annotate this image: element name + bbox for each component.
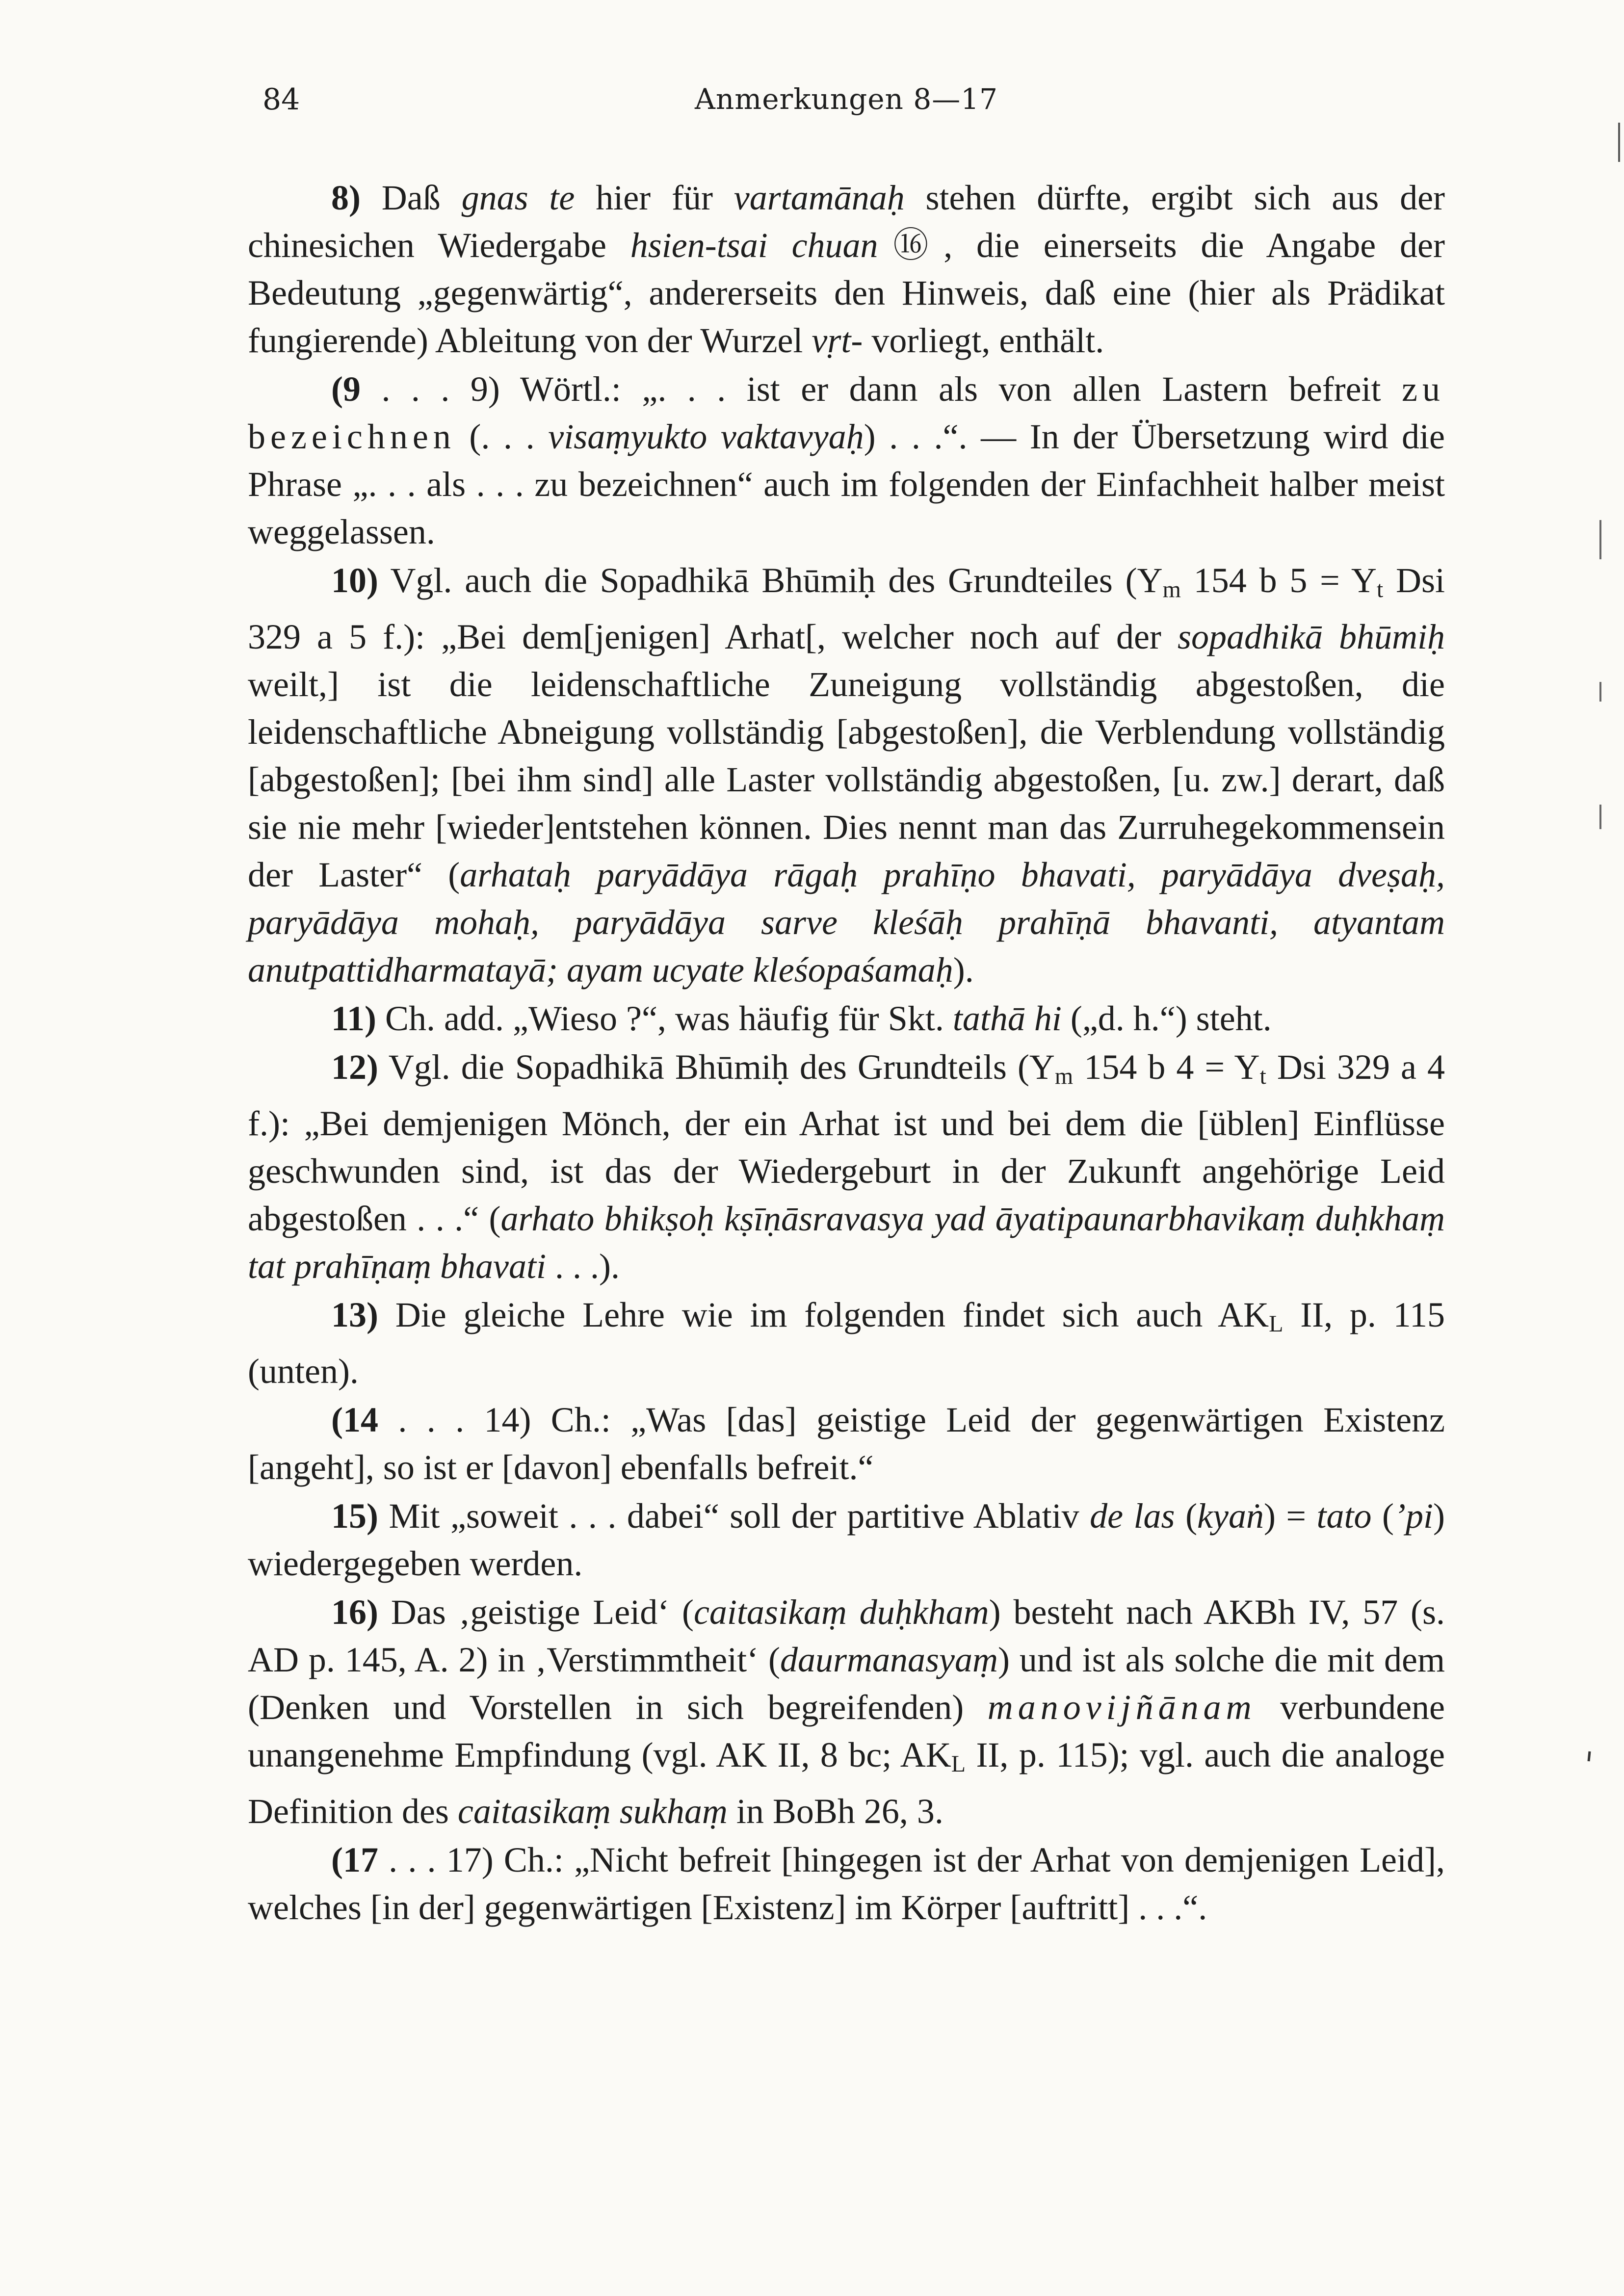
note-text: ( — [1175, 1496, 1198, 1536]
note-text: kyaṅ — [1197, 1496, 1264, 1536]
note-text: de las — [1090, 1496, 1175, 1536]
note-text: arhataḥ paryādāya rāgaḥ prahīṇo bhavati, paryādāya dveṣaḥ, paryādāya mohaḥ, paryādāya sarve kleśāḥ prahīṇā bhavanti, atyantam anutpattidharmatayā; ayam ucyate kleśopaśamaḥ — [248, 855, 1445, 990]
note-text: caitasikaṃ duḥkham — [693, 1592, 989, 1632]
note-text: vorliegt, enthält. — [863, 321, 1104, 360]
note-text: vṛt- — [812, 321, 863, 360]
note-text: (. . . — [455, 417, 549, 456]
note-text: Ch. add. „Wieso ?“, was häufig für Skt. — [376, 999, 953, 1038]
note-number: 13) — [331, 1295, 378, 1334]
note-text: ) . . .“. — In der Übersetzung wird die Phrase „. . . als . . . zu bezeichnen“ auch im folgenden der Einfachheit halber meist weggelassen. — [248, 417, 1445, 551]
note-text: ) besteht nach AKBh IV, 57 (s. AD p. 145, A. 2) in ‚Verstimmtheit‘ ( — [248, 1592, 1445, 1679]
note-number: 12) — [331, 1047, 378, 1087]
note-text: ). — [953, 950, 974, 990]
note-text: Dsi 329 a 5 f.): „Bei dem[jenigen] Arhat[, welcher noch auf der — [248, 561, 1445, 656]
note-text: L — [951, 1751, 966, 1777]
note-text: Das ‚geistige Leid‘ ( — [378, 1592, 694, 1632]
note-text: verbundene unangenehme Empfindung (vgl. AK II, 8 bc; AK — [248, 1688, 1445, 1774]
note-text: hier für — [575, 178, 734, 217]
note-text: t — [1376, 576, 1384, 602]
note-text: . . . 9) Wörtl.: „. . . ist er dann als von allen Lastern befreit — [360, 369, 1402, 409]
note-text: ) = — [1263, 1496, 1317, 1536]
note-text: . . . 17) Ch.: „Nicht befreit [hingegen ist der Arhat von demjenigen Leid], welches [in der] gegenwärtigen [Existenz] im Körper [auftritt] . . .“. — [248, 1840, 1445, 1927]
note-text: gnas te — [461, 178, 575, 217]
note-text: daurmanasyaṃ — [780, 1640, 998, 1679]
note-text: tathā hi — [952, 999, 1062, 1038]
note-text: t — [1259, 1063, 1266, 1089]
note-text: tato — [1316, 1496, 1372, 1536]
note-text: weilt,] ist die leidenschaftliche Zuneigung vollständig abgestoßen, die leidenschaftliche Abneigung vollständig [abgestoßen], die Verblendung vollständig [abgestoßen]; [bei ihm sind] alle Laster vollständig abgestoßen, [u. zw.] derart, daß sie nie mehr [wieder]entstehen können. Dies nennt man das Zurruhegekommensein der Laster“ ( — [248, 665, 1445, 894]
page-number: 84 — [262, 82, 300, 117]
note-text: Mit „soweit . . . dabei“ soll der partitive Ablativ — [378, 1496, 1090, 1536]
note-text: in BoBh 26, 3. — [727, 1792, 943, 1831]
note-text: II, p. 115 (unten). — [248, 1295, 1445, 1391]
note-text: . . . 14) Ch.: „Was [das] geistige Leid der gegenwärtigen Existenz [angeht], so ist er [davon] ebenfalls befreit.“ — [248, 1400, 1445, 1487]
note-text: . . .). — [546, 1247, 620, 1286]
note-text: 154 b 4 = Y — [1073, 1047, 1260, 1087]
note-text: sopadhikā bhūmiḥ — [1177, 617, 1445, 656]
note-text: zu bezeichnen — [248, 369, 1445, 456]
note-number: (14 — [331, 1400, 378, 1439]
note-text: manovijñānam — [987, 1688, 1257, 1727]
note-text: Dsi 329 a 4 f.): „Bei demjenigen Mönch, der ein Arhat ist und bei dem die [üblen] Einflüsse geschwunden sind, ist das der Wiedergeburt in der Zukunft angehörige Leid abgestoßen . . .“ ( — [248, 1047, 1445, 1238]
note-number: (17 — [331, 1840, 378, 1879]
note-text: vartamānaḥ — [733, 178, 905, 217]
note-text: L — [1269, 1311, 1283, 1337]
note-number: (9 — [331, 369, 361, 409]
note-text: visaṃyukto vaktavyaḥ — [548, 417, 864, 456]
running-head: Anmerkungen 8—17 — [694, 82, 998, 116]
note-text: Vgl. die Sopadhikā Bhūmiḥ des Grundteils (Y — [378, 1047, 1055, 1087]
note-text: II, p. 115); vgl. auch die analoge Definition des — [248, 1735, 1445, 1831]
note-number: 8) — [331, 178, 361, 217]
note-text: ) und ist als solche die mit dem (Denken und Vorstellen in sich begreifenden) — [248, 1640, 1445, 1727]
note-text: ’pi — [1394, 1496, 1434, 1536]
note-text: arhato bhikṣoḥ kṣīṇāsravasya yad āyatipaunarbhavikaṃ duḥkhaṃ tat prahīṇaṃ bhavati — [248, 1199, 1445, 1286]
note-text: ⑯, die einerseits die Angabe der Bedeutung „gegenwärtig“, andererseits den Hinweis, daß eine (hier als Prädikat fungierende) Ableitung von der Wurzel — [248, 226, 1445, 360]
note-text: 154 b 5 = Y — [1181, 561, 1377, 600]
note-number: 10) — [331, 561, 378, 600]
note-text: („d. h.“) steht. — [1061, 999, 1272, 1038]
note-number: 16) — [331, 1592, 378, 1632]
margin-mark — [1589, 1751, 1590, 1761]
note-text: caitasikaṃ sukhaṃ — [457, 1792, 728, 1831]
note-number: 11) — [331, 999, 377, 1038]
note-text: ) wiedergegeben werden. — [248, 1496, 1445, 1583]
note-text: m — [1054, 1063, 1074, 1089]
note-number: 15) — [331, 1496, 378, 1536]
note-text: Daß — [360, 178, 462, 217]
note-text: ( — [1371, 1496, 1394, 1536]
note-text: m — [1162, 576, 1181, 602]
note-text: Die gleiche Lehre wie im folgenden findet sich auch AK — [378, 1295, 1269, 1334]
note-text: hsien-tsai chuan — [630, 226, 878, 265]
note-text: Vgl. auch die Sopadhikā Bhūmiḥ des Grundteiles (Y — [378, 561, 1163, 600]
note-text: stehen dürfte, ergibt sich aus der chinesichen Wiedergabe — [248, 178, 1445, 265]
